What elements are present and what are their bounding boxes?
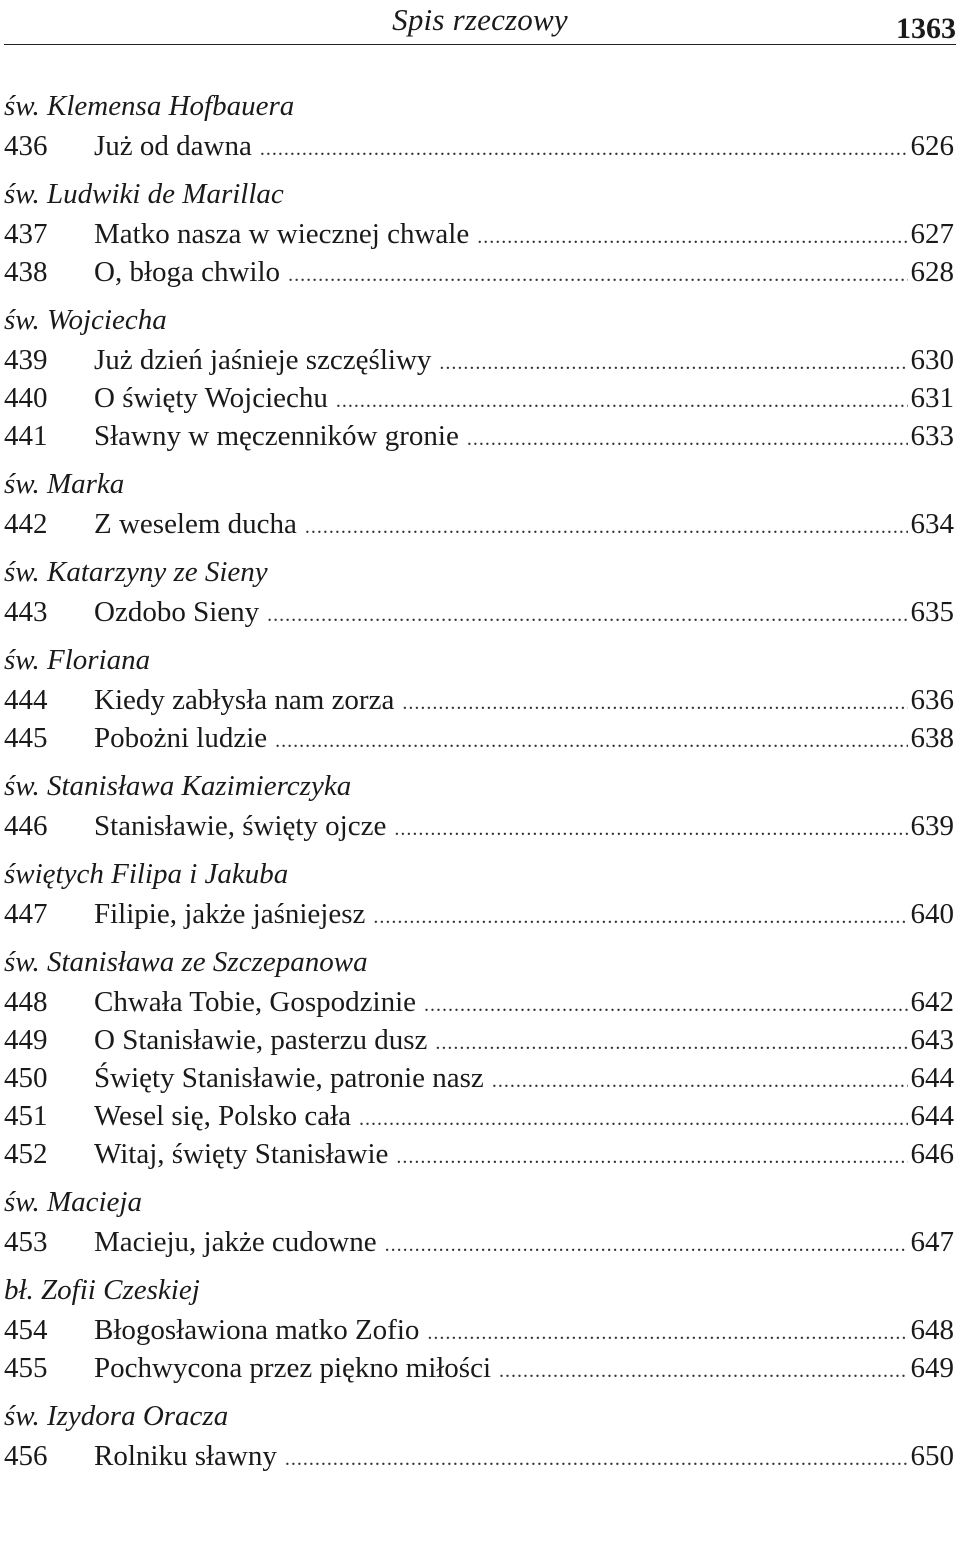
toc-entry — [4, 379, 954, 417]
section-title: św. Marka — [4, 468, 125, 500]
toc-entry — [4, 1135, 954, 1173]
entry-page-number: 631 — [910, 382, 954, 414]
dot-leader — [373, 898, 907, 936]
entry-number: 438 — [4, 256, 48, 288]
section-title: św. Wojciecha — [4, 304, 167, 336]
dot-leader — [260, 130, 908, 168]
toc-entry — [4, 719, 954, 757]
dot-leader — [305, 508, 908, 546]
dot-leader — [492, 1062, 908, 1100]
entry-page-number: 630 — [910, 344, 954, 376]
entry-number: 442 — [4, 508, 48, 540]
dot-leader — [288, 256, 907, 294]
entry-title: O Stanisławie, pasterzu dusz — [94, 1024, 428, 1056]
entry-page-number: 634 — [910, 508, 954, 540]
toc-section — [4, 1182, 954, 1261]
entry-title: Wesel się, Polsko cała — [94, 1100, 351, 1132]
entry-number: 439 — [4, 344, 48, 376]
entry-title: Pobożni ludzie — [94, 722, 268, 754]
page-number: 1363 — [896, 12, 956, 45]
entry-page-number: 638 — [910, 722, 954, 754]
toc-entry — [4, 1223, 954, 1261]
entry-page-number: 643 — [910, 1024, 954, 1056]
entry-title: Święty Stanisławie, patronie nasz — [94, 1062, 484, 1094]
entry-number: 437 — [4, 218, 48, 250]
dot-leader — [385, 1226, 908, 1264]
entry-title: O, błoga chwilo — [94, 256, 281, 288]
entry-page-number: 644 — [910, 1100, 954, 1132]
entry-number: 440 — [4, 382, 48, 414]
section-title: św. Stanisława ze Szczepanowa — [4, 946, 368, 978]
toc-section — [4, 1270, 954, 1387]
dot-leader — [477, 218, 907, 256]
entry-number: 452 — [4, 1138, 48, 1170]
toc-entry — [4, 1349, 954, 1387]
dot-leader — [396, 1138, 907, 1176]
toc-section — [4, 464, 954, 543]
section-title: świętych Filipa i Jakuba — [4, 858, 289, 890]
dot-leader — [394, 810, 907, 848]
entry-number: 448 — [4, 986, 48, 1018]
dot-leader — [424, 986, 907, 1024]
entry-number: 450 — [4, 1062, 48, 1094]
entry-page-number: 650 — [910, 1440, 954, 1472]
entry-title: Sławny w męczenników gronie — [94, 420, 459, 452]
toc-section — [4, 552, 954, 631]
entry-page-number: 648 — [910, 1314, 954, 1346]
toc-entry — [4, 341, 954, 379]
entry-number: 455 — [4, 1352, 48, 1384]
toc-section — [4, 300, 954, 455]
entry-title: Matko nasza w wiecznej chwale — [94, 218, 470, 250]
entry-number: 449 — [4, 1024, 48, 1056]
entry-title: Kiedy zabłysła nam zorza — [94, 684, 395, 716]
section-title: św. Izydora Oracza — [4, 1400, 229, 1432]
toc-entry — [4, 1311, 954, 1349]
toc-section — [4, 942, 954, 1173]
toc-entry — [4, 253, 954, 291]
entry-page-number: 639 — [910, 810, 954, 842]
entry-title: Macieju, jakże cudowne — [94, 1226, 377, 1258]
entry-number: 441 — [4, 420, 48, 452]
entry-number: 443 — [4, 596, 48, 628]
table-of-contents — [4, 86, 954, 1484]
entry-title: Już dzień jaśnieje szczęśliwy — [94, 344, 432, 376]
dot-leader — [439, 344, 907, 382]
dot-leader — [499, 1352, 907, 1390]
entry-page-number: 649 — [910, 1352, 954, 1384]
entry-title: Filipie, jakże jaśniejesz — [94, 898, 366, 930]
toc-entry — [4, 505, 954, 543]
section-title: św. Macieja — [4, 1186, 142, 1218]
toc-section — [4, 854, 954, 933]
section-title: św. Stanisława Kazimierczyka — [4, 770, 352, 802]
entry-title: Błogosławiona matko Zofio — [94, 1314, 420, 1346]
entry-page-number: 644 — [910, 1062, 954, 1094]
toc-entry — [4, 1437, 954, 1475]
toc-entry — [4, 1059, 954, 1097]
toc-entry — [4, 593, 954, 631]
toc-section — [4, 766, 954, 845]
toc-entry — [4, 807, 954, 845]
entry-title: O święty Wojciechu — [94, 382, 328, 414]
dot-leader — [285, 1440, 908, 1478]
entry-number: 453 — [4, 1226, 48, 1258]
entry-page-number: 635 — [910, 596, 954, 628]
entry-title: Z weselem ducha — [94, 508, 297, 540]
dot-leader — [435, 1024, 907, 1062]
entry-number: 445 — [4, 722, 48, 754]
section-title: św. Klemensa Hofbauera — [4, 90, 295, 122]
entry-number: 444 — [4, 684, 48, 716]
entry-number: 456 — [4, 1440, 48, 1472]
toc-entry — [4, 215, 954, 253]
toc-entry — [4, 1097, 954, 1135]
section-title: św. Katarzyny ze Sieny — [4, 556, 268, 588]
entry-page-number: 627 — [910, 218, 954, 250]
dot-leader — [336, 382, 908, 420]
entry-number: 451 — [4, 1100, 48, 1132]
entry-page-number: 636 — [910, 684, 954, 716]
entry-number: 454 — [4, 1314, 48, 1346]
entry-title: Już od dawna — [94, 130, 252, 162]
entry-number: 446 — [4, 810, 48, 842]
entry-page-number: 646 — [910, 1138, 954, 1170]
dot-leader — [267, 596, 907, 634]
entry-page-number: 640 — [910, 898, 954, 930]
dot-leader — [359, 1100, 908, 1138]
running-title: Spis rzeczowy — [392, 2, 568, 37]
toc-entry — [4, 417, 954, 455]
entry-title: Witaj, święty Stanisławie — [94, 1138, 389, 1170]
toc-section — [4, 1396, 954, 1475]
section-title: św. Ludwiki de Marillac — [4, 178, 284, 210]
entry-title: Chwała Tobie, Gospodzinie — [94, 986, 417, 1018]
entry-page-number: 647 — [910, 1226, 954, 1258]
dot-leader — [427, 1314, 907, 1352]
toc-entry — [4, 895, 954, 933]
entry-title: Ozdobo Sieny — [94, 596, 260, 628]
entry-title: Rolniku sławny — [94, 1440, 277, 1472]
toc-entry — [4, 127, 954, 165]
entry-page-number: 633 — [910, 420, 954, 452]
dot-leader — [275, 722, 907, 760]
toc-section — [4, 640, 954, 757]
entry-title: Pochwycona przez piękno miłości — [94, 1352, 492, 1384]
entry-title: Stanisławie, święty ojcze — [94, 810, 387, 842]
entry-number: 447 — [4, 898, 48, 930]
dot-leader — [467, 420, 908, 458]
section-title: św. Floriana — [4, 644, 151, 676]
toc-entry — [4, 1021, 954, 1059]
dot-leader — [402, 684, 907, 722]
toc-entry — [4, 983, 954, 1021]
section-title: bł. Zofii Czeskiej — [4, 1274, 200, 1306]
toc-entry — [4, 681, 954, 719]
entry-page-number: 628 — [910, 256, 954, 288]
entry-page-number: 642 — [910, 986, 954, 1018]
toc-section — [4, 86, 954, 165]
entry-number: 436 — [4, 130, 48, 162]
toc-section — [4, 174, 954, 291]
page-header — [4, 0, 956, 45]
entry-page-number: 626 — [910, 130, 954, 162]
